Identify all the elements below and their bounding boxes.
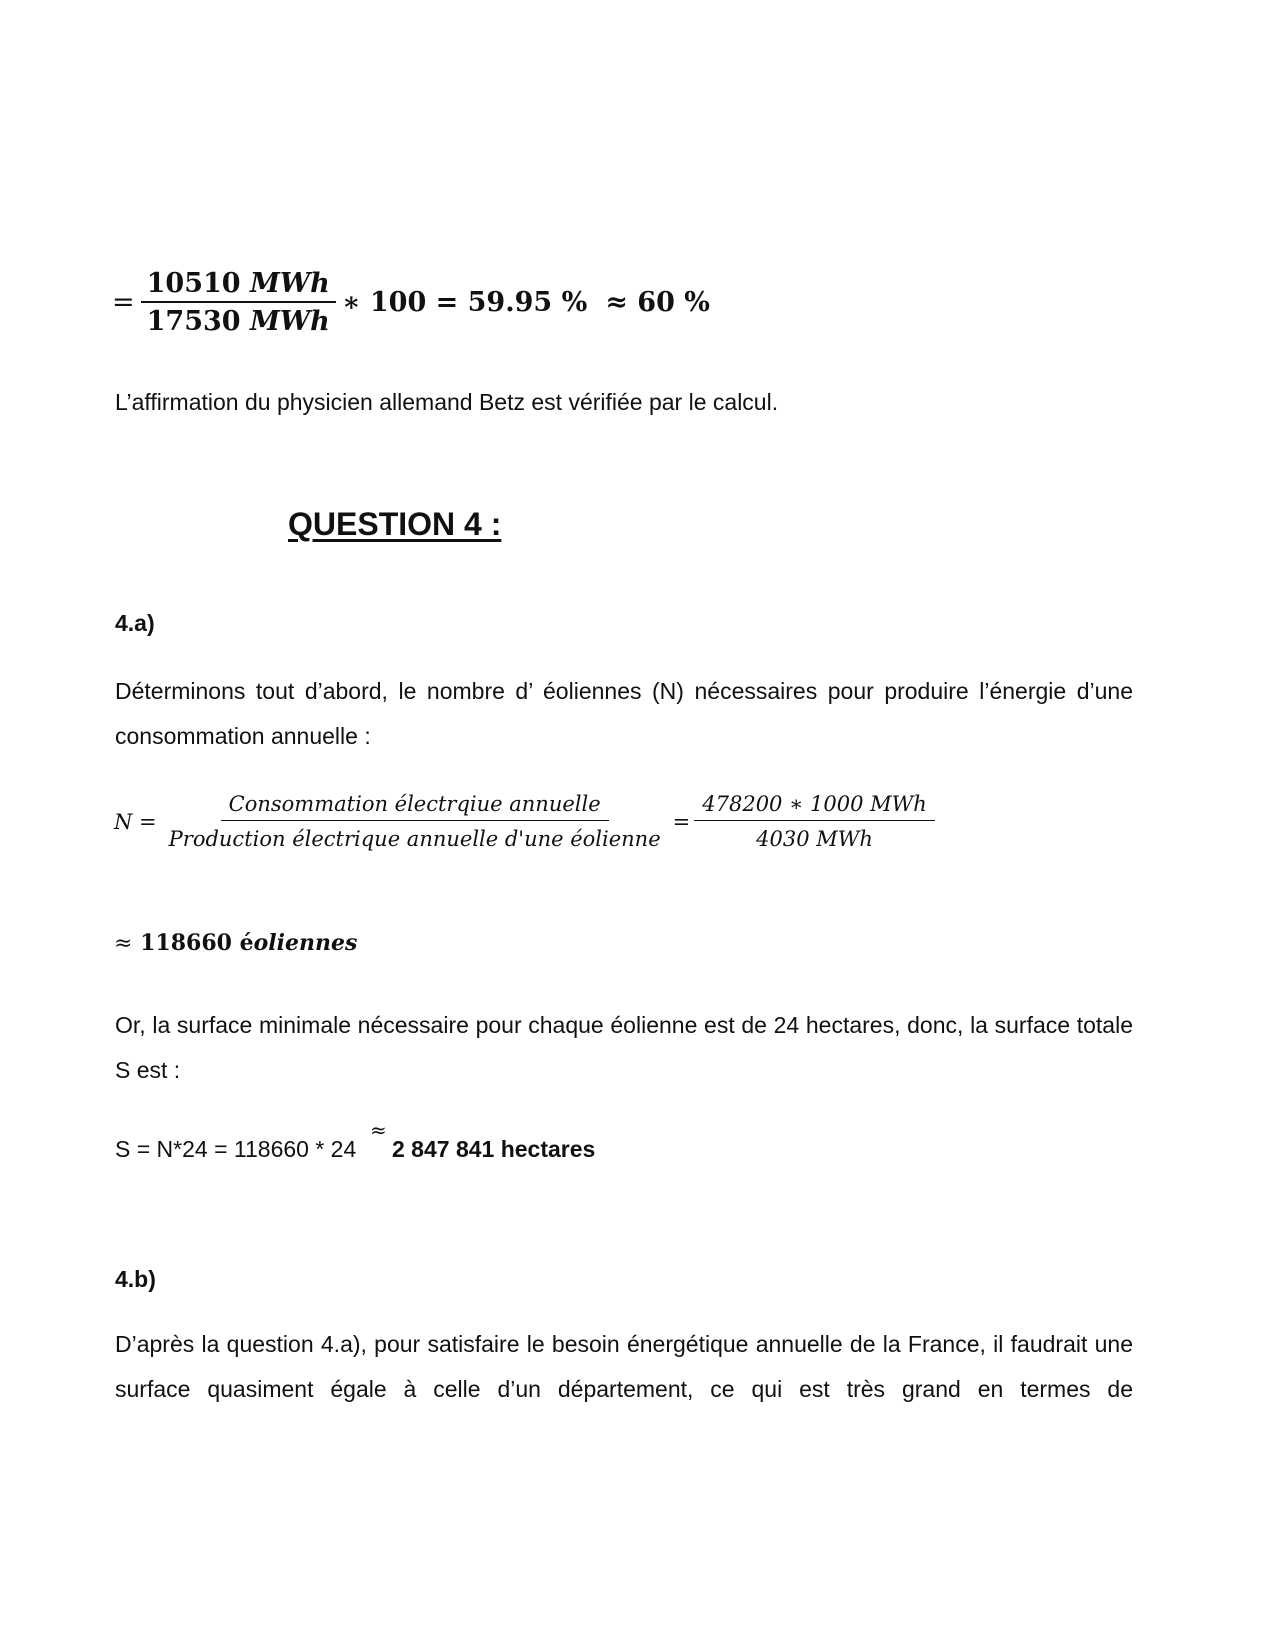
- surface-text: Or, la surface minimale nécessaire pour chaque éolienne est de 24 hectares, donc, la surface totale S est :: [115, 1012, 1133, 1083]
- part-b-text: D’après la question 4.a), pour satisfaire le besoin énergétique annuelle de la France, il faudrait une surface quasiment égale à celle d’un département, ce qui est très grand en termes de: [115, 1331, 1133, 1402]
- n-lhs: N =: [114, 809, 157, 834]
- n-result: [114, 930, 357, 956]
- n-result-unit: oliennes: [253, 930, 358, 956]
- s-formula: S = N*24 = 118660 * 24: [115, 1136, 357, 1162]
- part-a-label: 4.a): [115, 610, 155, 636]
- s-result: 2 847 841 hectares: [392, 1136, 596, 1162]
- n-fraction: [161, 792, 669, 851]
- n-result-value: 118660 é: [140, 930, 254, 956]
- betz-numerator: 10510 MWh: [141, 268, 336, 303]
- n-rhs-denominator: 4030 MWh: [756, 827, 873, 851]
- n-rhs-fraction: [694, 792, 935, 851]
- betz-equals-lead: =: [112, 287, 135, 318]
- n-result-approx: ≈: [114, 931, 133, 956]
- s-approx-symbol: ≈: [370, 1118, 387, 1142]
- betz-denominator: 17530 MWh: [146, 306, 330, 337]
- part-a-intro: Déterminons tout d’abord, le nombre d’ éoliennes (N) nécessaires pour produire l’énergie d’une consommation annuelle :: [115, 678, 1133, 749]
- n-equation: [114, 792, 935, 851]
- n-equals: =: [672, 809, 691, 834]
- betz-times-result: ∗ 100 = 59.95 %: [341, 287, 588, 318]
- betz-approx-result: ≈ 60 %: [605, 287, 710, 318]
- s-equation: [115, 1134, 356, 1164]
- question-title: QUESTION 4 :: [288, 506, 502, 542]
- betz-conclusion: L’affirmation du physicien allemand Betz est vérifiée par le calcul.: [115, 389, 779, 415]
- n-rhs-numerator: 478200 ∗ 1000 MWh: [694, 792, 935, 821]
- betz-equation: [112, 268, 710, 337]
- betz-fraction: [141, 268, 336, 337]
- n-numerator: Consommation électrqiue annuelle: [221, 792, 609, 821]
- n-denominator: Production électrique annuelle d'une éolienne: [168, 827, 661, 851]
- part-b-label: 4.b): [115, 1266, 156, 1292]
